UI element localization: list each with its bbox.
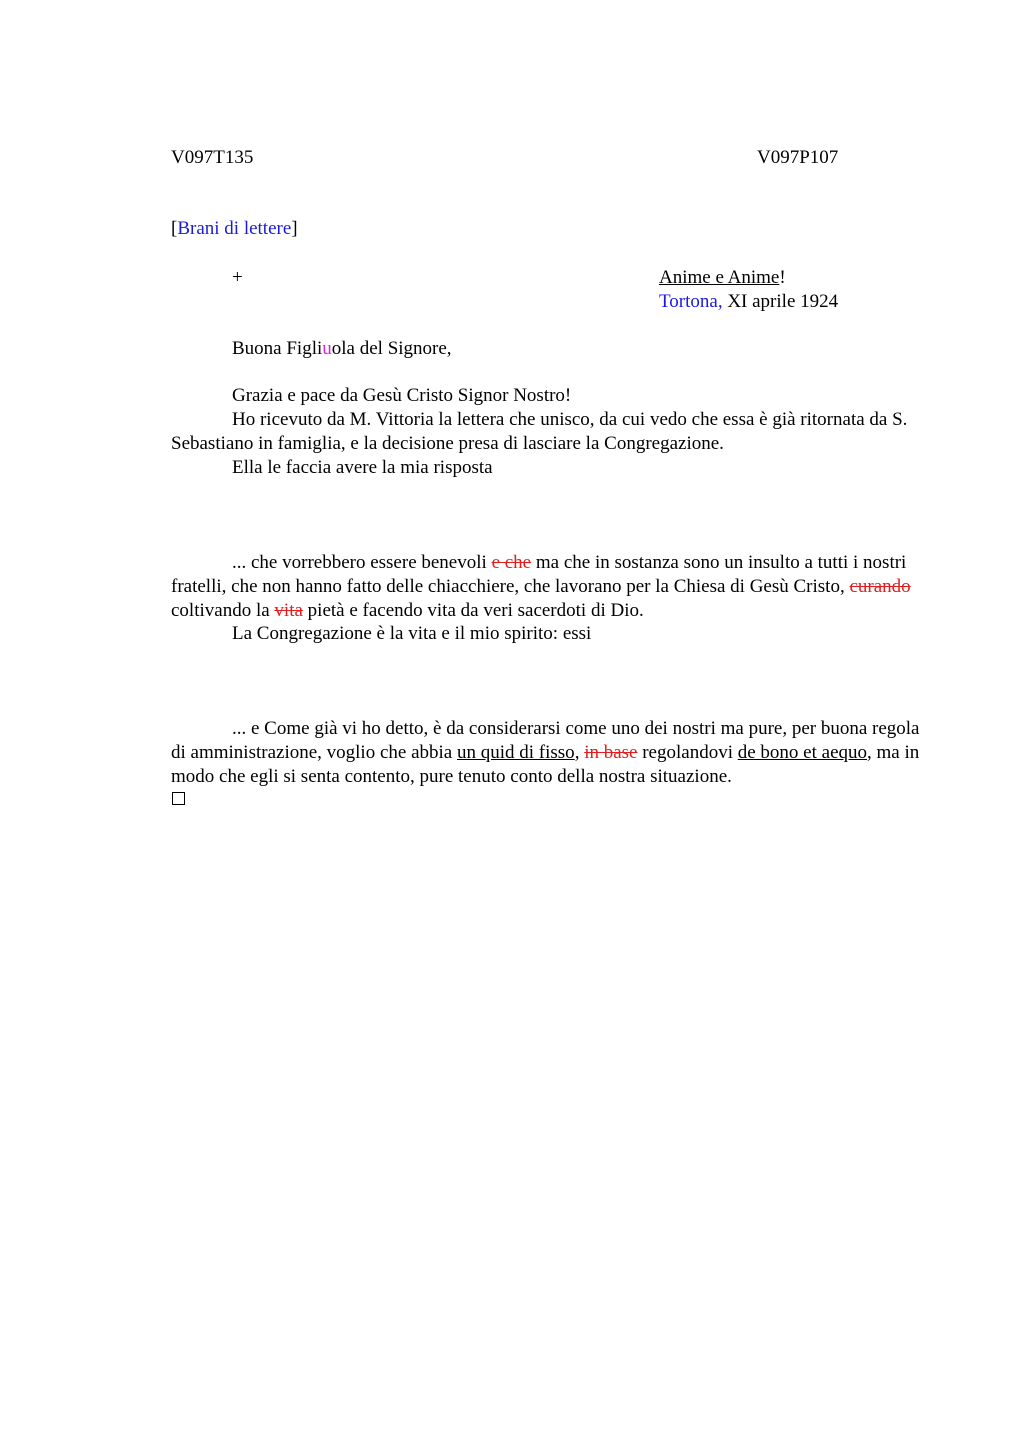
salutation-correction: u xyxy=(322,338,332,359)
paragraph-reply: Ella le faccia avere la mia risposta xyxy=(232,457,493,478)
paragraph-fragment-three xyxy=(171,717,923,789)
document-code-right: V097P107 xyxy=(757,147,839,168)
bracket-close: ] xyxy=(291,218,298,239)
deleted-text: e che xyxy=(491,552,532,573)
letter-date: XI aprile 1924 xyxy=(722,291,839,312)
paragraph-fragment-two xyxy=(171,551,923,623)
underlined-text: un quid di fisso xyxy=(456,742,575,763)
bracket-open: [ xyxy=(171,218,178,239)
deleted-text: curando xyxy=(849,576,911,597)
place-name: Tortona, xyxy=(659,291,723,312)
underlined-text: de bono et aequo xyxy=(737,742,868,763)
text-run: ma che in sostanza sono un insulto a tutti i nostri fratelli, che non hanno fatto delle chiacchiere, che lavorano per la Chiesa di Gesù Cristo, xyxy=(171,552,907,597)
salutation xyxy=(232,337,452,361)
paragraph-congregazione: La Congregazione è la vita e il mio spirito: essi xyxy=(232,623,592,644)
section-title-text: Brani di lettere xyxy=(177,218,292,239)
letter-motto xyxy=(659,266,786,290)
text-run: , ma in modo che egli si senta contento, pure tenuto conto della nostra situazione. xyxy=(171,742,920,787)
paragraph-letter-received: Ho ricevuto da M. Vittoria la lettera che unisco, da cui vedo che essa è già ritornata da S. Sebastiano in famiglia, e la decisione presa di lasciare la Congregazione. xyxy=(171,409,908,454)
text-run: coltivando la xyxy=(171,600,275,621)
motto-exclamation: ! xyxy=(779,267,786,288)
document-code-left: V097T135 xyxy=(171,147,254,168)
text-run: pietà e facendo vita da veri sacerdoti di Dio. xyxy=(302,600,644,621)
letter-dateline xyxy=(659,290,838,314)
text-run: ... che vorrebbero essere benevoli xyxy=(232,552,492,573)
cross-symbol: + xyxy=(232,267,243,288)
motto-underlined: Anime e Anime xyxy=(659,267,780,288)
deleted-text: in base xyxy=(584,742,638,763)
greeting-line: Grazia e pace da Gesù Cristo Signor Nostro! xyxy=(232,385,572,406)
text-run: regolandovi xyxy=(637,742,738,763)
deleted-text: vita xyxy=(274,600,303,621)
text-run: ... e Come già vi ho detto, è da considerarsi come uno dei nostri ma pure, per buona regola di amministrazione, voglio che abbia xyxy=(171,718,920,763)
end-marker-box-icon xyxy=(172,792,185,805)
section-title xyxy=(171,217,298,241)
salutation-part1: Buona Figli xyxy=(232,338,323,359)
salutation-part2: ola del Signore, xyxy=(331,338,452,359)
text-run: , xyxy=(574,742,585,763)
